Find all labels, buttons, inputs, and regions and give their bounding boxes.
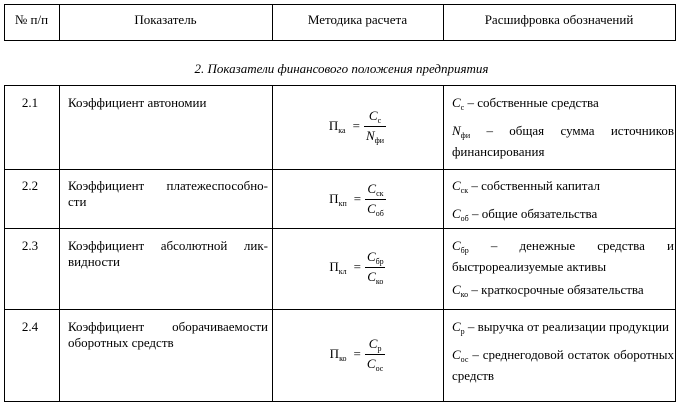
- header-num: № п/п: [14, 12, 49, 27]
- row-number: 2.1: [21, 95, 39, 110]
- rule: [675, 4, 676, 41]
- rule: [4, 169, 676, 170]
- row-number: 2.3: [21, 238, 39, 253]
- row-number: 2.4: [21, 319, 39, 334]
- rule: [4, 40, 676, 41]
- rule: [59, 85, 60, 402]
- rule: [4, 4, 676, 5]
- rule: [675, 85, 676, 402]
- formula: $П_{ко}$ = $\frac{C_р}{C_{ос}}$: [329, 335, 384, 373]
- header-method: Методика расчета: [307, 12, 408, 27]
- legend: $С_р$ – выручка от реализации продукции $С_{ос}$ – среднегодовой остаток оборотных средств: [452, 319, 674, 383]
- indicator-name: Коэффициент платежеспособно- сти: [68, 178, 268, 209]
- legend: $С_{бр}$ – денежные средства и быстрореализуемые активы $С_{ко}$ – краткосрочные обязательства: [452, 238, 674, 299]
- indicator-name: Коэффициент оборачиваемости оборотных средств: [68, 319, 268, 350]
- legend: $С_{ск}$ – собственный капитал $С_{об}$ – общие обязательства: [452, 178, 600, 223]
- indicator-name: Коэффициент абсолютной лик- видности: [68, 238, 268, 269]
- legend: $С_с$ – собственные средства $N_{фи}$ – общая сумма источников финансирования: [452, 95, 674, 159]
- formula: $П_{кп}$ = $\frac{C_{ск}}{C_{об}}$: [329, 180, 384, 218]
- formula: $П_{ка}$ = $\frac{C_с}{N_{фи}}$: [328, 107, 385, 145]
- header-legend: Расшифровка обозначений: [484, 12, 634, 27]
- header-indicator: Показатель: [134, 12, 197, 27]
- row-number: 2.2: [21, 178, 39, 193]
- formula: $П_{кл}$ = $\frac{C_{бр}}{C_{ко}}$: [329, 248, 384, 286]
- indicator-name: Коэффициент автономии: [68, 95, 207, 110]
- section-title: 2. Показатели финансового положения предприятия: [194, 61, 489, 76]
- rule: [4, 85, 676, 86]
- rule: [4, 401, 676, 402]
